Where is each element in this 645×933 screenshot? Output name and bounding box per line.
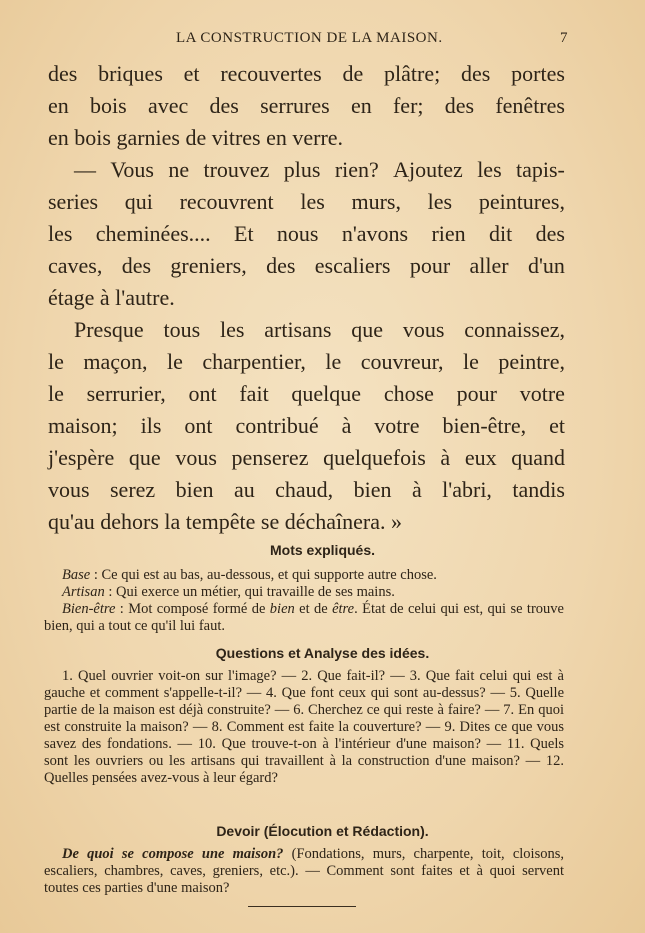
word: tapis- xyxy=(516,157,565,182)
word: serrurier, xyxy=(86,381,166,406)
word: des xyxy=(444,93,475,118)
word: murs, xyxy=(351,189,401,214)
word: Presque xyxy=(74,317,144,342)
word: le xyxy=(48,381,64,406)
word: les xyxy=(300,189,325,214)
word: des xyxy=(535,221,565,246)
glossary xyxy=(44,567,564,635)
word: quelquefois xyxy=(323,445,426,470)
word: rien? xyxy=(334,157,379,182)
word: escaliers xyxy=(314,253,391,278)
word: plus xyxy=(283,157,321,182)
word: bien xyxy=(353,477,392,502)
word: Ajoutez xyxy=(393,157,463,182)
end-rule xyxy=(248,906,356,907)
word: contribué xyxy=(235,413,319,438)
word: des xyxy=(209,93,239,118)
word: au xyxy=(233,477,255,502)
word: fer; xyxy=(392,93,424,118)
word: des xyxy=(121,253,152,278)
word: à xyxy=(411,477,422,502)
mots-expliques-heading: Mots expliqués. xyxy=(269,542,376,558)
word: aller xyxy=(469,253,509,278)
text-line xyxy=(48,250,565,282)
word: que xyxy=(351,317,384,342)
word: Vous xyxy=(110,157,154,182)
page-number: 7 xyxy=(560,30,568,46)
word: des xyxy=(48,61,78,86)
word: maçon, xyxy=(83,349,148,374)
word: ont xyxy=(184,413,213,438)
word: à xyxy=(440,445,451,470)
questions-text: 1. Quel ouvrier voit-on sur l'image? — 2. Que fait-il? — 3. Que fait celui qui est à gauche et comment s'appelle-t-il? — 4. Que font ceux qui sont au-dessus? — 5. Quelle partie de la maison est déjà construite? — 6. Cherchez ce qui reste à faire? — 7. En quoi est construite la maison? — 8. Comment est faite la couverture? — 9. Dites ce que vous savez des fondations. — 10. Que trouve-t-on à l'intérieur d'une maison? — 11. Quels sont les ouvriers ou les artisans qui travaillent à la construction d'une maison? — 12. Quelles pensées avez-vous à leur égard? xyxy=(44,668,564,786)
word: le xyxy=(463,349,479,374)
word: tous xyxy=(163,317,201,342)
word: n'avons xyxy=(341,221,409,246)
word: cheminées.... xyxy=(95,221,211,246)
glossary-entry-base: Base : Ce qui est au bas, au-dessous, et qui supporte autre chose. xyxy=(62,567,437,583)
word: serez xyxy=(110,477,156,502)
word: portes xyxy=(511,61,565,86)
word: vous xyxy=(175,445,217,470)
text-line xyxy=(48,378,565,410)
word: caves, xyxy=(48,253,103,278)
word: ils xyxy=(140,413,162,438)
word: rien xyxy=(431,221,466,246)
word: plâtre; xyxy=(384,61,441,86)
text-line xyxy=(48,314,565,346)
word: j'espère xyxy=(48,445,115,470)
questions-heading: Questions et Analyse des idées. xyxy=(215,645,430,661)
word: que xyxy=(128,445,161,470)
text-line: en bois garnies de vitres en verre. xyxy=(48,125,344,150)
text-line: étage à l'autre. xyxy=(48,285,175,310)
word: les xyxy=(219,317,245,342)
word: le xyxy=(48,349,64,374)
word: penserez xyxy=(231,445,309,470)
word: bien xyxy=(175,477,214,502)
word: de xyxy=(342,61,364,86)
word: recouvertes xyxy=(220,61,322,86)
word: quelque xyxy=(291,381,362,406)
word: bois xyxy=(90,93,127,118)
word: peintre, xyxy=(498,349,565,374)
word: et xyxy=(183,61,200,86)
word: chaud, xyxy=(275,477,334,502)
word: les xyxy=(477,157,502,182)
text-line xyxy=(48,90,565,122)
word: pour xyxy=(409,253,451,278)
word: fait xyxy=(239,381,269,406)
word: ont xyxy=(188,381,217,406)
word: serrures xyxy=(260,93,330,118)
text-line xyxy=(48,346,565,378)
text-line xyxy=(48,154,565,186)
word: — xyxy=(74,157,96,182)
word: d'un xyxy=(527,253,565,278)
word: bien-être, xyxy=(442,413,527,438)
word: votre xyxy=(374,413,420,438)
word: quand xyxy=(511,445,565,470)
glossary-entry-artisan: Artisan : Qui exerce un métier, qui travaille de ses mains. xyxy=(62,584,395,600)
text-line xyxy=(48,474,565,506)
word: peintures, xyxy=(478,189,565,214)
glossary-entry-bienetre: Bien-être : Mot composé formé de bien et de être. État de celui qui est, qui se trouve bien, qui a tout ce qu'il lui faut. xyxy=(44,601,564,634)
word: connaissez, xyxy=(464,317,565,342)
word: chose xyxy=(383,381,434,406)
word: tandis xyxy=(512,477,565,502)
word: eux xyxy=(464,445,497,470)
running-title: LA CONSTRUCTION DE LA MAISON. xyxy=(176,30,443,46)
word: nous xyxy=(276,221,319,246)
word: en xyxy=(350,93,372,118)
text-line xyxy=(48,218,565,250)
text-line xyxy=(48,442,565,474)
devoir-heading: Devoir (Élocution et Rédaction). xyxy=(216,823,429,839)
word: votre xyxy=(519,381,565,406)
word: avec xyxy=(147,93,189,118)
word: briques xyxy=(98,61,163,86)
word: trouvez xyxy=(203,157,270,182)
word: pour xyxy=(456,381,497,406)
word: couvreur, xyxy=(360,349,444,374)
word: l'abri, xyxy=(442,477,492,502)
word: des xyxy=(266,253,296,278)
word: series xyxy=(48,189,99,214)
main-text xyxy=(48,58,565,538)
word: vous xyxy=(48,477,90,502)
word: artisans xyxy=(264,317,332,342)
text-line xyxy=(48,58,565,90)
word: et xyxy=(549,413,565,438)
word: fenêtres xyxy=(495,93,565,118)
word: vous xyxy=(402,317,445,342)
word: Et xyxy=(234,221,254,246)
word: ne xyxy=(168,157,190,182)
text-line xyxy=(48,410,565,442)
word: en xyxy=(48,93,69,118)
word: charpentier, xyxy=(202,349,306,374)
word: dit xyxy=(489,221,513,246)
word: les xyxy=(427,189,453,214)
text-line: qu'au dehors la tempête se déchaînera. » xyxy=(48,509,402,534)
word: recouvrent xyxy=(179,189,274,214)
word: greniers, xyxy=(170,253,247,278)
word: les xyxy=(48,221,73,246)
word: qui xyxy=(124,189,153,214)
word: des xyxy=(461,61,491,86)
word: le xyxy=(325,349,342,374)
word: à xyxy=(341,413,352,438)
word: le xyxy=(166,349,183,374)
devoir-text: De quoi se compose une maison? (Fondations, murs, charpente, toit, cloisons, escaliers, chambres, caves, greniers, etc.). — Comment sont faites et à quoi servent toutes ces parties d'une maison? xyxy=(44,846,565,896)
word: maison; xyxy=(48,413,118,438)
text-line xyxy=(48,186,565,218)
